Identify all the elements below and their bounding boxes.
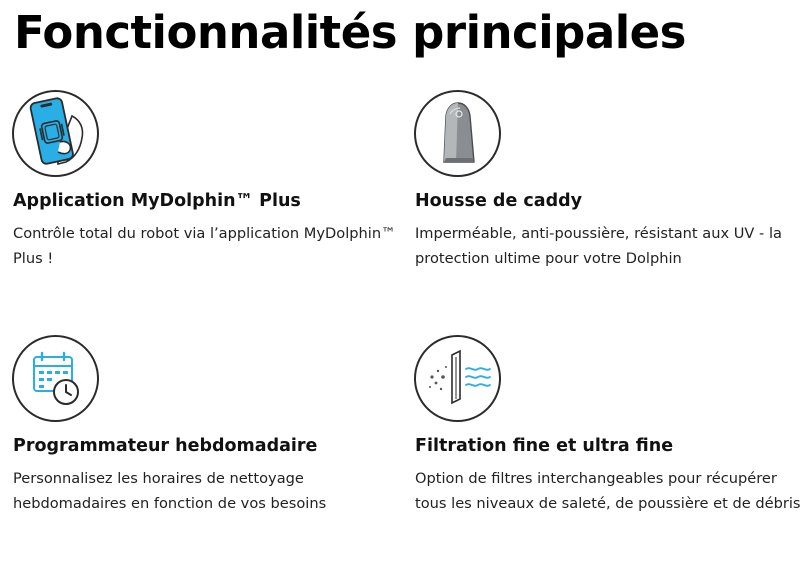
feature-mydolphin-app bbox=[12, 90, 407, 271]
feature-title: Housse de caddy bbox=[415, 191, 583, 211]
caddy-cover-icon bbox=[414, 90, 501, 177]
smartphone-app-icon bbox=[12, 90, 99, 177]
feature-filtration bbox=[414, 335, 809, 516]
feature-caddy-cover bbox=[414, 90, 809, 271]
feature-title: Filtration fine et ultra fine bbox=[415, 436, 674, 456]
page-title: Fonctionnalités principales bbox=[14, 6, 686, 59]
calendar-clock-icon bbox=[12, 335, 99, 422]
feature-description: Personnalisez les horaires de nettoyage hebdomadaires en fonction de vos besoins bbox=[13, 470, 327, 512]
feature-title: Application MyDolphin™ Plus bbox=[13, 191, 301, 211]
feature-description: Imperméable, anti-poussière, résistant aux UV - la protection ultime pour votre Dolphin bbox=[415, 225, 782, 267]
feature-title: Programmateur hebdomadaire bbox=[13, 436, 318, 456]
filter-icon bbox=[414, 335, 501, 422]
feature-description: Contrôle total du robot via l’application MyDolphin™ Plus ! bbox=[13, 225, 396, 267]
feature-description: Option de filtres interchangeables pour récupérer tous les niveaux de saleté, de poussière et de débris bbox=[415, 470, 801, 512]
feature-weekly-timer bbox=[12, 335, 407, 516]
